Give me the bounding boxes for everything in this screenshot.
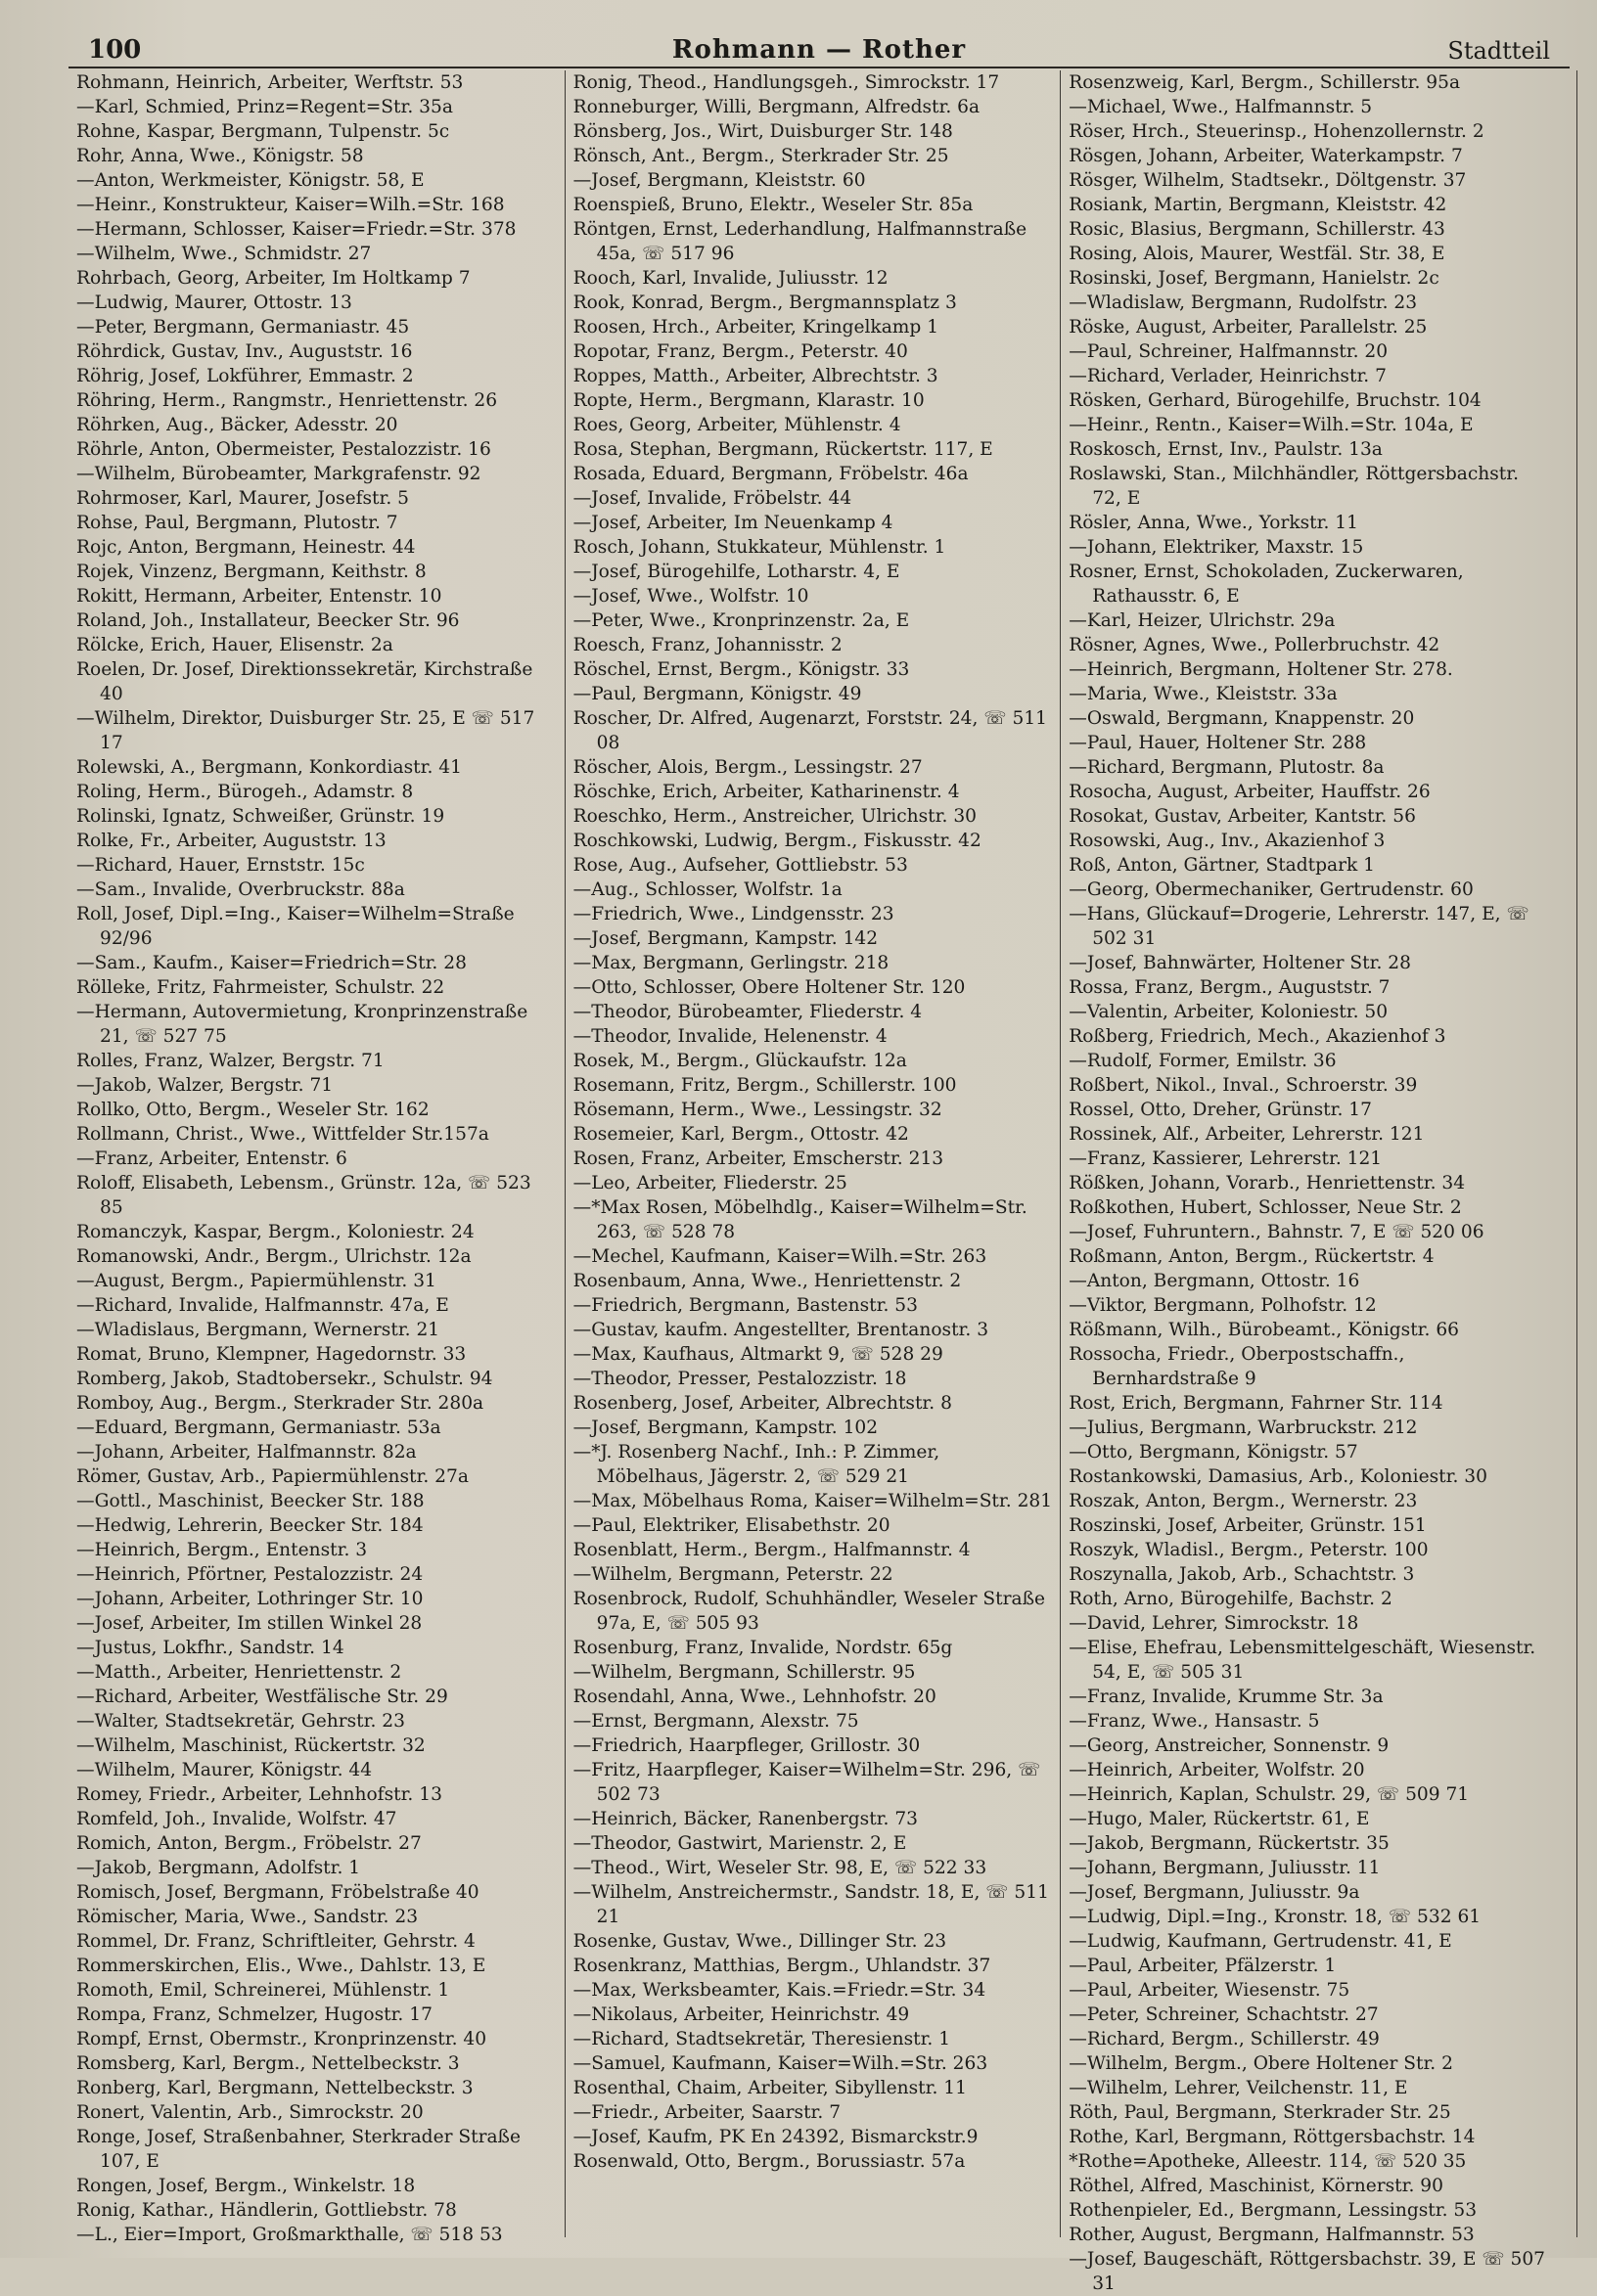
directory-entry: —Mechel, Kaufmann, Kaiser=Wilh.=Str. 263 [572,1246,987,1267]
directory-entry: —Peter, Wwe., Kronprinzenstr. 2a, E [572,610,910,631]
directory-entry: —Franz, Kassierer, Lehrerstr. 121 [1069,1148,1383,1169]
directory-entry: —Richard, Arbeiter, Westfälische Str. 29 [76,1687,448,1707]
directory-entry: —Josef, Kaufm, PK En 24392, Bismarckstr.9 [572,2127,979,2147]
directory-entry: Rojek, Vinzenz, Bergmann, Keithstr. 8 [76,562,427,582]
directory-entry: —Paul, Elektriker, Elisabethstr. 20 [572,1515,890,1536]
directory-entry: —Franz, Wwe., Hansastr. 5 [1069,1711,1320,1732]
directory-entry: —Jakob, Bergmann, Adolfstr. 1 [76,1858,361,1878]
directory-entry: —Otto, Schlosser, Obere Holtener Str. 120 [572,977,966,998]
directory-entry: Rompa, Franz, Schmelzer, Hugostr. 17 [76,2004,433,2025]
directory-entry: —Theodor, Gastwirt, Marienstr. 2, E [572,1833,907,1854]
directory-entry: Rosinski, Josef, Bergmann, Hanielstr. 2c [1069,268,1439,289]
directory-entry: —Friedrich, Bergmann, Bastenstr. 53 [572,1295,918,1316]
directory-entry: —Oswald, Bergmann, Knappenstr. 20 [1069,708,1415,729]
adjacent-page-edge [1576,70,1597,2237]
directory-entry: Röth, Paul, Bergmann, Sterkrader Str. 25 [1069,2102,1451,2123]
directory-entry: Rongen, Josef, Bergm., Winkelstr. 18 [76,2176,416,2196]
directory-entry: Rosowski, Aug., Inv., Akazienhof 3 [1069,831,1386,851]
directory-entry: —Ludwig, Maurer, Ottostr. 13 [76,293,352,313]
directory-entry: Rosa, Stephan, Bergmann, Rückertstr. 117, E [572,439,993,460]
directory-entry: Ropotar, Franz, Bergm., Peterstr. 40 [572,341,908,362]
directory-entry: —Anton, Werkmeister, Königstr. 58, E [76,170,425,191]
directory-entry: Rollmann, Christ., Wwe., Wittfelder Str.157a [76,1124,489,1145]
directory-entry: —Paul, Hauer, Holtener Str. 288 [1069,733,1367,753]
directory-entry: —Richard, Invalide, Halfmannstr. 47a, E [76,1295,449,1316]
directory-entry: —Jakob, Bergmann, Rückertstr. 35 [1069,1833,1390,1854]
page-title: Rohmann — Rother [671,35,967,65]
directory-entry: —Josef, Invalide, Fröbelstr. 44 [572,488,852,509]
directory-entry: —Wladislaus, Bergmann, Wernerstr. 21 [76,1320,440,1340]
directory-entry: —Gottl., Maschinist, Beecker Str. 188 [76,1491,425,1511]
directory-entry: Rosiank, Martin, Bergmann, Kleiststr. 42 [1069,195,1447,215]
directory-entry: —Richard, Stadtsekretär, Theresienstr. 1 [572,2029,951,2049]
directory-entry: —Josef, Fuhruntern., Bahnstr. 7, E ☏ 520 06 [1069,1222,1484,1242]
directory-entry: —Wilhelm, Maurer, Königstr. 44 [76,1760,373,1780]
directory-entry: —Heinrich, Bergm., Entenstr. 3 [76,1540,368,1560]
directory-entry: —Heinrich, Kaplan, Schulstr. 29, ☏ 509 71 [1069,1784,1470,1805]
directory-entry: —Josef, Wwe., Wolfstr. 10 [572,586,809,607]
column-2 [565,70,1061,2237]
directory-entry: —Aug., Schlosser, Wolfstr. 1a [572,879,843,900]
directory-entry: —Samuel, Kaufmann, Kaiser=Wilh.=Str. 263 [572,2053,988,2074]
directory-entry: —Heinrich, Arbeiter, Wolfstr. 20 [1069,1760,1365,1780]
directory-entry: Rokitt, Hermann, Arbeiter, Entenstr. 10 [76,586,442,607]
directory-entry: Rolke, Fr., Arbeiter, Auguststr. 13 [76,831,387,851]
directory-entry: —Wilhelm, Direktor, Duisburger Str. 25, E ☏ 517 17 [76,708,535,753]
directory-entry: —Johann, Arbeiter, Lothringer Str. 10 [76,1589,424,1609]
directory-entry: Römischer, Maria, Wwe., Sandstr. 23 [76,1907,419,1927]
directory-entry: —Ludwig, Dipl.=Ing., Kronstr. 18, ☏ 532 61 [1069,1907,1482,1927]
directory-entry: Rohrmoser, Karl, Maurer, Josefstr. 5 [76,488,409,509]
directory-entry: Röhrdick, Gustav, Inv., Auguststr. 16 [76,341,413,362]
directory-entry: —Wilhelm, Bergmann, Schillerstr. 95 [572,1662,916,1683]
directory-entry: Rooch, Karl, Invalide, Juliusstr. 12 [572,268,889,289]
directory-entry: Roßmann, Anton, Bergm., Rückertstr. 4 [1069,1246,1435,1267]
directory-entry: Röscher, Alois, Bergm., Lessingstr. 27 [572,757,923,778]
directory-entry: Roscher, Dr. Alfred, Augenarzt, Forststr. 24, ☏ 511 08 [572,708,1047,753]
directory-entry: —Georg, Obermechaniker, Gertrudenstr. 60 [1069,879,1474,900]
directory-entry: Röser, Hrch., Steuerinsp., Hohenzollernstr. 2 [1069,121,1484,142]
directory-entry: Rossa, Franz, Bergm., Auguststr. 7 [1069,977,1391,998]
directory-entry: Rößmann, Wilh., Bürobeamt., Königstr. 66 [1069,1320,1460,1340]
directory-entry: —Eduard, Bergmann, Germaniastr. 53a [76,1418,441,1438]
directory-entry: —Theodor, Bürobeamter, Fliederstr. 4 [572,1002,923,1022]
directory-entry: —Wilhelm, Maschinist, Rückertstr. 32 [76,1735,426,1756]
directory-entry: Roschkowski, Ludwig, Bergm., Fiskusstr. 42 [572,831,981,851]
directory-entry: —Heinrich, Bergmann, Holtener Str. 278. [1069,659,1453,680]
directory-entry: Rompf, Ernst, Obermstr., Kronprinzenstr. 40 [76,2029,487,2049]
directory-entry: —Wilhelm, Bergm., Obere Holtener Str. 2 [1069,2053,1453,2074]
directory-entry: —Max, Werksbeamter, Kais.=Friedr.=Str. 34 [572,1980,986,2001]
directory-entry: —Heinrich, Pförtner, Pestalozzistr. 24 [76,1564,424,1585]
directory-entry: Rohrbach, Georg, Arbeiter, Im Holtkamp 7 [76,268,471,289]
directory-entry: —Sam., Kaufm., Kaiser=Friedrich=Str. 28 [76,953,467,973]
directory-entry: —August, Bergm., Papiermühlenstr. 31 [76,1271,436,1291]
directory-entry: Roenspieß, Bruno, Elektr., Weseler Str. 85a [572,195,974,215]
directory-entry: Rosek, M., Bergm., Glückaufstr. 12a [572,1051,907,1071]
directory-entry: Rost, Erich, Bergmann, Fahrner Str. 114 [1069,1393,1443,1414]
directory-entry: Rohse, Paul, Bergmann, Plutostr. 7 [76,513,398,533]
directory-entry: Rosada, Eduard, Bergmann, Fröbelstr. 46a [572,464,969,484]
directory-entry: —Hermann, Autovermietung, Kronprinzenstraße 21, ☏ 527 75 [76,1002,528,1047]
directory-entry: Rösler, Anna, Wwe., Yorkstr. 11 [1069,513,1358,533]
directory-entry: —L., Eier=Import, Großmarkthalle, ☏ 518 53 [76,2225,503,2245]
page-number: 100 [88,35,142,65]
directory-entry: —Josef, Arbeiter, Im stillen Winkel 28 [76,1613,423,1634]
directory-entry: Rosner, Ernst, Schokoladen, Zuckerwaren, Rathausstr. 6, E [1069,562,1464,607]
directory-entry: Rosenzweig, Karl, Bergm., Schillerstr. 95a [1069,72,1461,93]
directory-entry: Roßkothen, Hubert, Schlosser, Neue Str. 2 [1069,1197,1462,1218]
directory-entry: Roloff, Elisabeth, Lebensm., Grünstr. 12a, ☏ 523 85 [76,1173,531,1218]
directory-entry: Rösger, Wilhelm, Stadtsekr., Döltgenstr. 37 [1069,170,1467,191]
directory-entry: Rosenberg, Josef, Arbeiter, Albrechtstr. 8 [572,1393,952,1414]
directory-entry: Roosen, Hrch., Arbeiter, Kringelkamp 1 [572,317,939,338]
directory-entry: —Friedr., Arbeiter, Saarstr. 7 [572,2102,842,2123]
directory-entry: Rolles, Franz, Walzer, Bergstr. 71 [76,1051,385,1071]
directory-entry: —Paul, Arbeiter, Wiesenstr. 75 [1069,1980,1350,2001]
directory-entry: Romich, Anton, Bergm., Fröbelstr. 27 [76,1833,422,1854]
directory-entry: Romberg, Jakob, Stadtobersekr., Schulstr. 94 [76,1369,493,1389]
directory-entry: —Valentin, Arbeiter, Koloniestr. 50 [1069,1002,1389,1022]
directory-entry: —Josef, Bergmann, Juliusstr. 9a [1069,1882,1360,1903]
directory-entry: Rosenbaum, Anna, Wwe., Henriettenstr. 2 [572,1271,962,1291]
directory-entry: —Ernst, Bergmann, Alexstr. 75 [572,1711,859,1732]
directory-entry: Rossel, Otto, Dreher, Grünstr. 17 [1069,1100,1372,1120]
directory-entry: —Josef, Baugeschäft, Röttgersbachstr. 39, E ☏ 507 31 [1069,2249,1546,2294]
directory-entry: Rosenwald, Otto, Bergm., Borussiastr. 57a [572,2151,966,2172]
directory-entry: Rösken, Gerhard, Bürogehilfe, Bruchstr. 104 [1069,390,1482,411]
directory-entry: Roslawski, Stan., Milchhändler, Röttgersbachstr. 72, E [1069,464,1519,509]
directory-entry: —Viktor, Bergmann, Polhofstr. 12 [1069,1295,1377,1316]
directory-entry: —Karl, Heizer, Ulrichstr. 29a [1069,610,1336,631]
section-label: Stadtteil [1447,37,1550,65]
directory-entry: Röhrle, Anton, Obermeister, Pestalozzistr. 16 [76,439,491,460]
directory-entry: Röthel, Alfred, Maschinist, Körnerstr. 90 [1069,2176,1443,2196]
directory-entry: —Wilhelm, Anstreichermstr., Sandstr. 18, E, ☏ 511 21 [572,1882,1049,1927]
directory-entry: Romisch, Josef, Bergmann, Fröbelstraße 40 [76,1882,479,1903]
directory-entry: Ronig, Kathar., Händlerin, Gottliebstr. 78 [76,2200,457,2221]
directory-entry: Rothenpieler, Ed., Bergmann, Lessingstr. 53 [1069,2200,1478,2221]
directory-entry: Rosing, Alois, Maurer, Westfäl. Str. 38, E [1069,244,1445,264]
directory-entry: —Leo, Arbeiter, Fliederstr. 25 [572,1173,847,1193]
directory-entry: Ropte, Herm., Bergmann, Klarastr. 10 [572,390,925,411]
directory-entry: Rossinek, Alf., Arbeiter, Lehrerstr. 121 [1069,1124,1425,1145]
directory-entry: —Anton, Bergmann, Ottostr. 16 [1069,1271,1360,1291]
directory-entry: Rönsch, Ant., Bergm., Sterkrader Str. 25 [572,146,949,166]
directory-entry: —Josef, Bergmann, Kampstr. 142 [572,928,879,949]
directory-entry: —Wilhelm, Bergmann, Peterstr. 22 [572,1564,893,1585]
directory-entry: —Fritz, Haarpfleger, Kaiser=Wilhelm=Str. 296, ☏ 502 73 [572,1760,1041,1805]
directory-entry: Rolinski, Ignatz, Schweißer, Grünstr. 19 [76,806,445,827]
directory-entry: Rosen, Franz, Arbeiter, Emscherstr. 213 [572,1148,944,1169]
directory-entry: —Maria, Wwe., Kleiststr. 33a [1069,684,1338,704]
directory-entry: —Paul, Schreiner, Halfmannstr. 20 [1069,341,1389,362]
directory-entry: Roszak, Anton, Bergm., Wernerstr. 23 [1069,1491,1418,1511]
directory-entry: Romoth, Emil, Schreinerei, Mühlenstr. 1 [76,1980,450,2001]
directory-entry: Roll, Josef, Dipl.=Ing., Kaiser=Wilhelm=Straße 92/96 [76,904,515,949]
directory-entry: Rosendahl, Anna, Wwe., Lehnhofstr. 20 [572,1687,936,1707]
directory-entry: Rose, Aug., Aufseher, Gottliebstr. 53 [572,855,908,876]
directory-entry: —Peter, Bergmann, Germaniastr. 45 [76,317,410,338]
directory-entry: —Hermann, Schlosser, Kaiser=Friedr.=Str. 378 [76,219,517,240]
directory-entry: —Josef, Arbeiter, Im Neuenkamp 4 [572,513,893,533]
directory-entry: Rosch, Johann, Stukkateur, Mühlenstr. 1 [572,537,946,558]
directory-entry: —Julius, Bergmann, Warbruckstr. 212 [1069,1418,1418,1438]
directory-entry: Roesch, Franz, Johannisstr. 2 [572,635,843,655]
directory-entry: —Richard, Bergmann, Plutostr. 8a [1069,757,1385,778]
directory-entry: Romanczyk, Kaspar, Bergm., Koloniestr. 24 [76,1222,475,1242]
directory-entry: Romanowski, Andr., Bergm., Ulrichstr. 12a [76,1246,472,1267]
directory-columns [68,70,1556,2294]
directory-entry: —Jakob, Walzer, Bergstr. 71 [76,1075,334,1096]
directory-entry: —Rudolf, Former, Emilstr. 36 [1069,1051,1337,1071]
directory-entry: Rosemeier, Karl, Bergm., Ottostr. 42 [572,1124,909,1145]
directory-entry: —Johann, Elektriker, Maxstr. 15 [1069,537,1364,558]
directory-entry: —Paul, Arbeiter, Pfälzerstr. 1 [1069,1956,1337,1976]
directory-entry: Rößken, Johann, Vorarb., Henriettenstr. 34 [1069,1173,1466,1193]
directory-entry: —Matth., Arbeiter, Henriettenstr. 2 [76,1662,402,1683]
directory-entry: Ronneburger, Willi, Bergmann, Alfredstr. 6a [572,97,981,117]
directory-entry: Rossocha, Friedr., Oberpostschaffn., Bernhardstraße 9 [1069,1344,1405,1389]
directory-entry: —Otto, Bergmann, Königstr. 57 [1069,1442,1358,1463]
directory-entry: Röhrig, Josef, Lokführer, Emmastr. 2 [76,366,414,386]
directory-entry: —Theod., Wirt, Weseler Str. 98, E, ☏ 522 33 [572,1858,987,1878]
directory-entry: —Friedrich, Wwe., Lindgensstr. 23 [572,904,894,924]
directory-entry: Roßberg, Friedrich, Mech., Akazienhof 3 [1069,1026,1446,1047]
directory-entry: Roelen, Dr. Josef, Direktionssekretär, Kirchstraße 40 [76,659,533,704]
directory-entry: Rosenblatt, Herm., Bergm., Halfmannstr. 4 [572,1540,971,1560]
directory-entry: Röhring, Herm., Rangmstr., Henriettenstr. 26 [76,390,498,411]
directory-entry: Ronge, Josef, Straßenbahner, Sterkrader Straße 107, E [76,2127,521,2172]
directory-entry: Rosenke, Gustav, Wwe., Dillinger Str. 23 [572,1931,947,1952]
directory-entry: Rosenkranz, Matthias, Bergm., Uhlandstr. 37 [572,1956,991,1976]
directory-entry: Romat, Bruno, Klempner, Hagedornstr. 33 [76,1344,467,1365]
directory-entry: —David, Lehrer, Simrockstr. 18 [1069,1613,1359,1634]
directory-entry: —Hedwig, Lehrerin, Beecker Str. 184 [76,1515,424,1536]
directory-entry: Rohmann, Heinrich, Arbeiter, Werftstr. 53 [76,72,464,93]
directory-entry: Rostankowski, Damasius, Arb., Koloniestr. 30 [1069,1466,1487,1487]
directory-entry: Rollko, Otto, Bergm., Weseler Str. 162 [76,1100,430,1120]
directory-entry: Römer, Gustav, Arb., Papiermühlenstr. 27a [76,1466,469,1487]
directory-entry: —Hans, Glückauf=Drogerie, Lehrerstr. 147, E, ☏ 502 31 [1069,904,1529,949]
directory-entry: —Franz, Invalide, Krumme Str. 3a [1069,1687,1384,1707]
directory-entry: —Sam., Invalide, Overbruckstr. 88a [76,879,405,900]
directory-entry: —Theodor, Presser, Pestalozzistr. 18 [572,1369,907,1389]
directory-entry: —Max, Bergmann, Gerlingstr. 218 [572,953,890,973]
directory-entry: —Elise, Ehefrau, Lebensmittelgeschäft, Wiesenstr. 54, E, ☏ 505 31 [1069,1638,1536,1683]
directory-entry: Roland, Joh., Installateur, Beecker Str. 96 [76,610,460,631]
directory-entry: —Wilhelm, Wwe., Schmidstr. 27 [76,244,372,264]
directory-entry: Ronberg, Karl, Bergmann, Nettelbeckstr. 3 [76,2078,474,2098]
directory-entry: Rölleke, Fritz, Fahrmeister, Schulstr. 22 [76,977,445,998]
directory-entry: Rösner, Agnes, Wwe., Pollerbruchstr. 42 [1069,635,1440,655]
directory-entry: Rösgen, Johann, Arbeiter, Waterkampstr. 7 [1069,146,1463,166]
column-1 [68,70,565,2245]
directory-entry: Roes, Georg, Arbeiter, Mühlenstr. 4 [572,415,901,435]
directory-entry: Röske, August, Arbeiter, Parallelstr. 25 [1069,317,1428,338]
directory-entry: Roßbert, Nikol., Inval., Schroerstr. 39 [1069,1075,1418,1096]
directory-entry: Roszinski, Josef, Arbeiter, Grünstr. 151 [1069,1515,1427,1536]
directory-entry: Romey, Friedr., Arbeiter, Lehnhofstr. 13 [76,1784,442,1805]
directory-entry: Rosemann, Fritz, Bergm., Schillerstr. 100 [572,1075,957,1096]
directory-entry: —Wilhelm, Lehrer, Veilchenstr. 11, E [1069,2078,1408,2098]
directory-entry: Rosocha, August, Arbeiter, Hauffstr. 26 [1069,782,1431,802]
directory-entry: Roskosch, Ernst, Inv., Paulstr. 13a [1069,439,1383,460]
directory-entry: Roling, Herm., Bürogeh., Adamstr. 8 [76,782,414,802]
directory-entry: Rosenburg, Franz, Invalide, Nordstr. 65g [572,1638,953,1658]
directory-entry: —Karl, Schmied, Prinz=Regent=Str. 35a [76,97,453,117]
directory-entry: Rohne, Kaspar, Bergmann, Tulpenstr. 5c [76,121,450,142]
directory-entry: Ronert, Valentin, Arb., Simrockstr. 20 [76,2102,424,2123]
directory-entry: —Johann, Bergmann, Juliusstr. 11 [1069,1858,1381,1878]
directory-entry: Romboy, Aug., Bergm., Sterkrader Str. 280a [76,1393,484,1414]
directory-entry: —Gustav, kaufm. Angestellter, Brentanostr. 3 [572,1320,989,1340]
directory-entry: Rosic, Blasius, Bergmann, Schillerstr. 43 [1069,219,1445,240]
directory-entry: —Walter, Stadtsekretär, Gehrstr. 23 [76,1711,405,1732]
directory-entry: Rothe, Karl, Bergmann, Röttgersbachstr. 14 [1069,2127,1476,2147]
directory-entry: *Rothe=Apotheke, Alleestr. 114, ☏ 520 35 [1069,2151,1467,2172]
directory-entry: Rölcke, Erich, Hauer, Elisenstr. 2a [76,635,393,655]
directory-entry: —Wladislaw, Bergmann, Rudolfstr. 23 [1069,293,1418,313]
directory-entry: —Josef, Bahnwärter, Holtener Str. 28 [1069,953,1411,973]
directory-entry: Rohr, Anna, Wwe., Königstr. 58 [76,146,364,166]
directory-entry: —Heinr., Rentn., Kaiser=Wilh.=Str. 104a, E [1069,415,1474,435]
directory-entry: —Peter, Schreiner, Schachtstr. 27 [1069,2004,1379,2025]
directory-entry: Roeschko, Herm., Anstreicher, Ulrichstr. 30 [572,806,977,827]
directory-entry: Rook, Konrad, Bergm., Bergmannsplatz 3 [572,293,957,313]
directory-entry: Rosenbrock, Rudolf, Schuhhändler, Weseler Straße 97a, E, ☏ 505 93 [572,1589,1046,1634]
directory-entry: Röschke, Erich, Arbeiter, Katharinenstr. 4 [572,782,960,802]
directory-entry: —Franz, Arbeiter, Entenstr. 6 [76,1148,347,1169]
directory-entry: —Josef, Bergmann, Kleiststr. 60 [572,170,866,191]
directory-entry: —Paul, Bergmann, Königstr. 49 [572,684,862,704]
directory-entry: Roth, Arno, Bürogehilfe, Bachstr. 2 [1069,1589,1392,1609]
directory-entry: Röschel, Ernst, Bergm., Königstr. 33 [572,659,910,680]
directory-entry: —Richard, Hauer, Ernststr. 15c [76,855,365,876]
directory-entry: —Heinr., Konstrukteur, Kaiser=Wilh.=Str. 168 [76,195,505,215]
directory-entry: —Josef, Bergmann, Kampstr. 102 [572,1418,879,1438]
page-header [68,27,1570,68]
directory-entry: —Georg, Anstreicher, Sonnenstr. 9 [1069,1735,1390,1756]
directory-entry: Romfeld, Joh., Invalide, Wolfstr. 47 [76,1809,397,1829]
directory-entry: —Michael, Wwe., Halfmannstr. 5 [1069,97,1373,117]
directory-entry: —Heinrich, Bäcker, Ranenbergstr. 73 [572,1809,918,1829]
directory-entry: Rojc, Anton, Bergmann, Heinestr. 44 [76,537,416,558]
directory-entry: —Max, Möbelhaus Roma, Kaiser=Wilhelm=Str. 281 [572,1491,1053,1511]
directory-entry: Ronig, Theod., Handlungsgeh., Simrockstr. 17 [572,72,1000,93]
directory-entry: Rommel, Dr. Franz, Schriftleiter, Gehrstr. 4 [76,1931,476,1952]
directory-entry: Roß, Anton, Gärtner, Stadtpark 1 [1069,855,1376,876]
directory-entry: Rommerskirchen, Elis., Wwe., Dahlstr. 13, E [76,1956,486,1976]
directory-entry: —Ludwig, Kaufmann, Gertrudenstr. 41, E [1069,1931,1452,1952]
directory-entry: —Richard, Verlader, Heinrichstr. 7 [1069,366,1387,386]
directory-entry: Rosenthal, Chaim, Arbeiter, Sibyllenstr. 11 [572,2078,967,2098]
directory-entry: Roppes, Matth., Arbeiter, Albrechtstr. 3 [572,366,938,386]
directory-entry: Roszyk, Wladisl., Bergm., Peterstr. 100 [1069,1540,1429,1560]
directory-entry: —Justus, Lokfhr., Sandstr. 14 [76,1638,344,1658]
directory-entry: Roszynalla, Jakob, Arb., Schachtstr. 3 [1069,1564,1415,1585]
directory-entry: —*Max Rosen, Möbelhdlg., Kaiser=Wilhelm=Str. 263, ☏ 528 78 [572,1197,1027,1242]
directory-entry: —*J. Rosenberg Nachf., Inh.: P. Zimmer, Möbelhaus, Jägerstr. 2, ☏ 529 21 [572,1442,940,1487]
directory-entry: Röhrken, Aug., Bäcker, Adesstr. 20 [76,415,398,435]
directory-entry: —Max, Kaufhaus, Altmarkt 9, ☏ 528 29 [572,1344,943,1365]
directory-entry: Rother, August, Bergmann, Halfmannstr. 53 [1069,2225,1475,2245]
directory-entry: —Josef, Bürogehilfe, Lotharstr. 4, E [572,562,900,582]
directory-entry: —Nikolaus, Arbeiter, Heinrichstr. 49 [572,2004,910,2025]
directory-entry: —Johann, Arbeiter, Halfmannstr. 82a [76,1442,417,1463]
directory-entry: —Friedrich, Haarpfleger, Grillostr. 30 [572,1735,921,1756]
directory-entry: Romsberg, Karl, Bergm., Nettelbeckstr. 3 [76,2053,460,2074]
directory-entry: Rosokat, Gustav, Arbeiter, Kantstr. 56 [1069,806,1416,827]
directory-entry: Rösemann, Herm., Wwe., Lessingstr. 32 [572,1100,942,1120]
directory-entry: —Theodor, Invalide, Helenenstr. 4 [572,1026,888,1047]
directory-entry: Rönsberg, Jos., Wirt, Duisburger Str. 148 [572,121,953,142]
directory-entry: —Wilhelm, Bürobeamter, Markgrafenstr. 92 [76,464,481,484]
directory-entry: —Hugo, Maler, Rückertstr. 61, E [1069,1809,1370,1829]
directory-entry: Rolewski, A., Bergmann, Konkordiastr. 41 [76,757,462,778]
column-3 [1060,70,1556,2294]
directory-entry: —Richard, Bergm., Schillerstr. 49 [1069,2029,1380,2049]
directory-entry: Röntgen, Ernst, Lederhandlung, Halfmannstraße 45a, ☏ 517 96 [572,219,1027,264]
